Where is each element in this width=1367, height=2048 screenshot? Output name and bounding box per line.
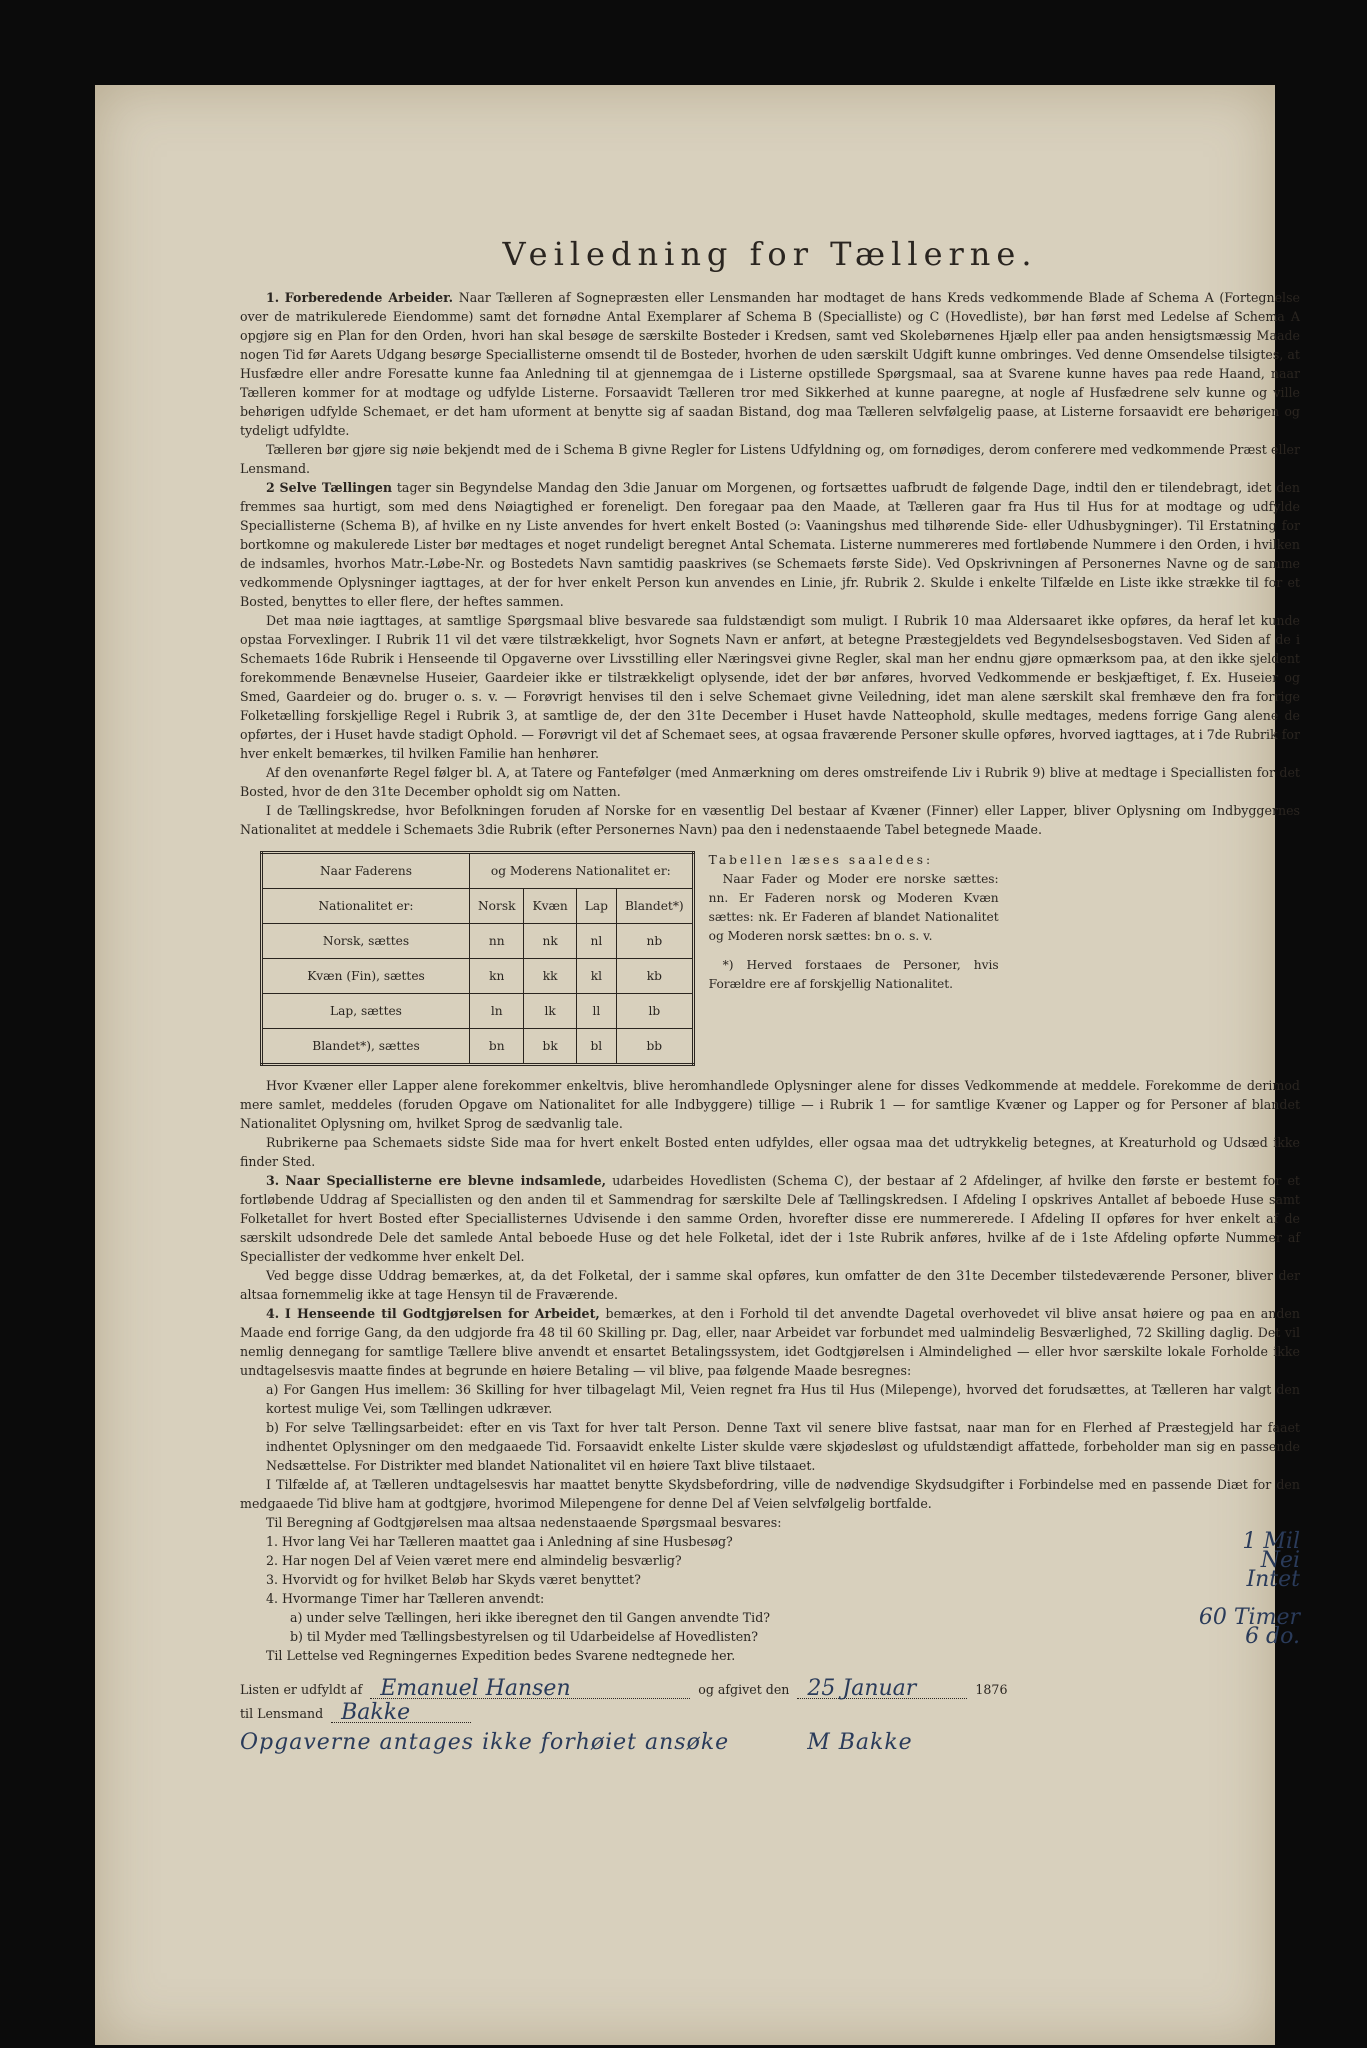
handwritten-note	[240, 1730, 1300, 1755]
section-3-heading: Naar Speciallisterne ere blevne indsamlede,	[285, 1173, 606, 1188]
question-row	[266, 1548, 1300, 1573]
section-1-text-2: Tælleren bør gjøre sig nøie bekjendt med de i Schema B givne Regler for Listens Udfyldning og, om fornødiges, derom conferere med vedkommende Præst eller Lensmand.	[240, 442, 1300, 476]
section-2-text-2: Det maa nøie iagttages, at samtlige Spørgsmaal blive besvarede saa fuldstændigt som muligt. I Rubrik 10 maa Aldersaaret ikke opføres, da heraf let kunde opstaa Forvexlinger. I Rubrik 11 vil det være tilstrækkeligt, hvor Sognets Navn er anført, at betegne Præstegjeldets ved Begyndelsesbogstaven. Ved Siden af de i Schemaets 16de Rubrik i Henseende til Opgaverne over Livsstilling eller Næringsvei givne Regler, skal man her endnu gjøre opmærksom paa, at den ikke sjeldent forekommende Benævnelse Huseier, Gaardeier ikke er tilstrækkeligt oplysende, idet der bør anføres, hvorved Vedkommende er beskjæftiget, f. Ex. Huseier og Smed, Gaardeier og do. bruger o. s. v. — Forøvrigt henvises til den i selve Schemaet givne Veiledning, idet man alene særskilt skal fremhæve den fra forrige Folketælling forskjellige Regel i Rubrik 3, at samtlige de, der den 31te December i Huset havde Natteophold, skulle medtages, medens forrige Gang alene de opførtes, der i Huset havde stadigt Ophold. — Forøvrigt vil det af Schemaet sees, at ogsaa fraværende Personer skulle opføres, hvorved iagttages, at i 7de Rubrik for hver enkelt bemærkes, til hvilken Familie han henhører.	[240, 613, 1300, 761]
question-text: 1. Hvor lang Vei har Tælleren maattet gaa i Anledning af sine Husbesøg?	[266, 1534, 733, 1549]
section-3-para-1	[240, 1171, 1300, 1266]
question-row	[266, 1624, 1300, 1649]
section-3-text-2: Ved begge disse Uddrag bemærkes, at, da det Folketal, der i samme skal opføres, kun omfatter de den 31te December tilstedeværende Personer, bliver der altsaa fornemmelig ikke at tage Hensyn til de Fraværende.	[240, 1268, 1300, 1302]
table-footnote: *) Herved forstaaes de Personer, hvis Forældre ere af forskjellig Nationalitet.	[708, 958, 999, 991]
table-row	[262, 924, 694, 959]
table-explanation	[709, 851, 999, 1066]
section-2-heading: Selve Tællingen	[279, 480, 393, 495]
table-cell: lb	[616, 994, 693, 1029]
col-header: Blandet*)	[616, 889, 693, 924]
section-1-heading: Forberedende Arbeider.	[284, 290, 454, 305]
answer-handwritten: 6 do.	[1245, 1624, 1300, 1649]
section-4-text-3: Til Beregning af Godtgjørelsen maa altsaa nedenstaaende Spørgsmaal besvares:	[266, 1515, 782, 1530]
section-3-text-1: udarbeides Hovedlisten (Schema C), der bestaar af 2 Afdelinger, af hvilke den første er bestemt for et fortløbende Uddrag af Speciallisten og den anden til et Sammendrag for særskilte Dele af Tællingskredsen. I Afdeling I opskrives Antallet af beboede Huse samt Folketallet for hvert Bosted efter Speciallisternes Udvisende i den samme Orden, hvorefter disse ere nummererede. I Afdeling II opføres for hver enkelt af de særskilt udsondrede Dele det samlede Antal beboede Huse og det hele Folketal, idet der i 1ste Rubrik anføres, hvilke af de i 1ste Afdeling opførte Nummer af Speciallister der vedkomme hver enkelt Del.	[240, 1173, 1300, 1264]
section-3-number: 3.	[266, 1173, 280, 1188]
nationality-table	[260, 851, 695, 1066]
table-row	[262, 994, 694, 1029]
table-cell: nl	[576, 924, 616, 959]
document-sheet	[95, 85, 1300, 2045]
table-cell: nn	[470, 924, 524, 959]
section-4-para-1	[240, 1304, 1300, 1380]
section-4-heading: I Henseende til Godtgjørelsen for Arbeidet,	[284, 1306, 600, 1321]
table-header-father-2: Nationalitet er:	[262, 889, 470, 924]
col-header: Norsk	[470, 889, 524, 924]
table-cell: bb	[616, 1029, 693, 1065]
table-cell: bn	[470, 1029, 524, 1065]
table-explanation-heading: Tabellen læses saaledes:	[708, 853, 934, 867]
col-header: Lap	[576, 889, 616, 924]
handwritten-note-text: Opgaverne antages ikke forhøiet ansøke	[240, 1730, 730, 1755]
filled-by-handwritten: Emanuel Hansen	[370, 1679, 690, 1699]
answer-handwritten: 60 Timer	[1198, 1605, 1300, 1630]
table-cell: kb	[616, 959, 693, 994]
table-cell: nk	[524, 924, 576, 959]
question-row	[266, 1605, 1300, 1630]
table-cell: kk	[524, 959, 576, 994]
section-2-number: 2	[266, 480, 275, 495]
table-cell: ln	[470, 994, 524, 1029]
table-header-row-1	[262, 853, 694, 889]
section-2-text-3: Af den ovenanførte Regel følger bl. A, at Tatere og Fantefølger (med Anmærkning om deres omstreifende Liv i Rubrik 9) blive at medtage i Speciallisten for det Bosted, hvor de den 31te December opholdt sig om Natten.	[240, 765, 1300, 799]
row-label: Lap, sættes	[262, 994, 470, 1029]
section-4-item-b: b) For selve Tællingsarbeidet: efter en vis Taxt for hver talt Person. Denne Taxt vil senere blive fastsat, naar man for en Flerhed af Præstegjeld har faaet indhentet Oplysninger om den medgaaede Tid. Forsaavidt enkelte Lister skulde være skjødesløst og ufuldstændigt affattede, forbeholder man sig en passende Nedsættelse. For Distrikter med blandet Nationalitet vil en høiere Taxt blive tilstaaet.	[266, 1420, 1300, 1473]
question-text: 4. Hvormange Timer har Tælleren anvendt:	[266, 1591, 545, 1606]
table-row	[262, 1029, 694, 1065]
handwritten-initials: M Bakke	[807, 1730, 913, 1755]
delivered-label: og afgivet den	[698, 1682, 790, 1697]
section-4-number: 4.	[266, 1306, 280, 1321]
answer-handwritten: Intet	[1246, 1567, 1300, 1592]
lensmand-line	[240, 1700, 1300, 1725]
questions-list	[240, 1529, 1300, 1665]
page-title: Veiledning for Tællerne.	[502, 235, 1038, 273]
section-4-text-1: bemærkes, at den i Forhold til det anvendte Dagetal overhovedet vil blive ansat høiere og paa en anden Maade end forrige Gang, da den udgjorde fra 48 til 60 Skilling pr. Dag, eller, naar Arbeidet var forbundet med ualmindelig Besværlighed, 72 Skilling daglig. Det vil nemlig dennegang for samtlige Tællere blive anvendt et ensartet Betalingssystem, idet Godtgjørelsen i Almindelighed — eller hvor særskilte lokale Forholde ikke undtagelsesvis maatte findes at begrunde en høiere Betaling — vil blive, paa følgende Maade besregnes:	[240, 1306, 1300, 1378]
table-cell: lk	[524, 994, 576, 1029]
section-1-number: 1.	[266, 290, 280, 305]
section-1-para-1	[240, 288, 1300, 440]
table-cell: kn	[470, 959, 524, 994]
question-text: 3. Hvorvidt og for hvilket Beløb har Skyds været benyttet?	[266, 1572, 641, 1587]
lensmand-handwritten: Bakke	[331, 1703, 471, 1723]
section-2b-text-1: Hvor Kvæner eller Lapper alene forekommer enkeltvis, blive heromhandlede Oplysninger alene for disses Vedkommende at meddele. Forekomme de derimod mere samlet, meddeles (foruden Opgave om Nationalitet for alle Indbyggere) tillige — i Rubrik 1 — for samtlige Kvæner og Lapper og for Personer af blandet Nationalitet Oplysning om, hvilket Sprog de sædvanlig tale.	[240, 1078, 1300, 1131]
table-header-mother: og Moderens Nationalitet er:	[470, 853, 694, 889]
col-header: Kvæn	[524, 889, 576, 924]
table-header-father-1: Naar Faderens	[262, 853, 470, 889]
section-2-para-1	[240, 478, 1300, 611]
table-cell: bk	[524, 1029, 576, 1065]
document-page	[240, 235, 1300, 1755]
answer-handwritten: 1 Mil	[1242, 1529, 1300, 1554]
table-cell: bl	[576, 1029, 616, 1065]
signature-line	[240, 1676, 1300, 1701]
section-4-item-a: a) For Gangen Hus imellem: 36 Skilling for hver tilbagelagt Mil, Veien regnet fra Hus til Hus (Milepenge), hvorved det forudsættes, at Tælleren har valgt den kortest mulige Vei, som Tællingen udkræver.	[266, 1382, 1300, 1416]
filled-by-label: Listen er udfyldt af	[240, 1682, 363, 1697]
date-handwritten: 25 Januar	[797, 1679, 967, 1699]
section-2-text-4: I de Tællingskredse, hvor Befolkningen foruden af Norske for en væsentlig Del bestaar af Kvæner (Finner) eller Lapper, bliver Oplysning om Indbyggernes Nationalitet at meddele i Schemaets 3die Rubrik (efter Personernes Navn) paa den i nedenstaaende Tabel betegnede Maade.	[240, 803, 1300, 837]
question-text: 2. Har nogen Del af Veien været mere end almindelig besværlig?	[266, 1553, 682, 1568]
table-cell: kl	[576, 959, 616, 994]
table-cell: ll	[576, 994, 616, 1029]
section-4-text-2: I Tilfælde af, at Tælleren undtagelsesvis har maattet benytte Skydsbefordring, ville de nødvendige Skydsudgifter i Forbindelse med en passende Diæt for den medgaaede Tid blive ham at godtgjøre, hvorimod Milepengene for denne Del af Veien selvfølgelig bortfalde.	[240, 1477, 1300, 1511]
table-cell: nb	[616, 924, 693, 959]
question-row	[266, 1589, 1300, 1608]
question-row	[266, 1567, 1300, 1592]
row-label: Blandet*), sættes	[262, 1029, 470, 1065]
nationality-block	[260, 851, 1300, 1066]
row-label: Norsk, sættes	[262, 924, 470, 959]
table-row	[262, 959, 694, 994]
row-label: Kvæn (Fin), sættes	[262, 959, 470, 994]
section-2b-text-2: Rubrikerne paa Schemaets sidste Side maa for hvert enkelt Bosted enten udfyldes, eller ogsaa maa det udtrykkelig betegnes, at Kreaturhold og Udsæd ikke finder Sted.	[240, 1135, 1300, 1169]
question-text: a) under selve Tællingen, heri ikke iberegnet den til Gangen anvendte Tid?	[290, 1610, 771, 1625]
question-text: b) til Myder med Tællingsbestyrelsen og til Udarbeidelse af Hovedlisten?	[290, 1629, 759, 1644]
instruction-text: Til Lettelse ved Regningernes Expedition bedes Svarene nedtegnede her.	[266, 1648, 736, 1663]
table-explanation-text: Naar Fader og Moder ere norske sættes: nn. Er Faderen norsk og Moderen Kvæn sættes: nk. Er Faderen af blandet Nationalitet og Moderen norsk sættes: bn o. s. v.	[708, 872, 999, 943]
section-2-text-1: tager sin Begyndelse Mandag den 3die Januar om Morgenen, og fortsættes uafbrudt de følgende Dage, indtil den er tilendebragt, idet den fremmes saa hurtigt, som med dens Nøiagtighed er foreneligt. Den foregaar paa den Maade, at Tælleren gaar fra Hus til Hus for at modtage og udfylde Speciallisterne (Schema B), af hvilke en ny Liste anvendes for hvert enkelt Bosted (ɔ: Vaaningshus med tilhørende Side- eller Udhusbygninger). Til Erstatning for bortkomne og makulerede Lister bør medtages et noget rundeligt beregnet Antal Schemata. Listerne nummereres med fortløbende Nummere i den Orden, i hvilken de indsamles, hvorhos Matr.-Løbe-Nr. og Bostedets Navn samtidig paaskrives (se Schemaets første Side). Ved Opskrivningen af Personernes Navne og de samme vedkommende Oplysninger iagttages, at der for hver enkelt Person kun anvendes en Linie, jfr. Rubrik 2. Skulde i enkelte Tilfælde en Liste ikke strække til for et Bosted, benyttes to eller flere, der heftes sammen.	[240, 480, 1300, 609]
lensmand-label: til Lensmand	[240, 1706, 324, 1721]
answer-handwritten: Nei	[1260, 1548, 1300, 1573]
year-label: 1876	[975, 1682, 1008, 1697]
question-row	[266, 1529, 1300, 1554]
section-1-text-1: Naar Tælleren af Sognepræsten eller Lensmanden har modtaget de hans Kreds vedkommende Blade af Schema A (Fortegnelse over de matrikulerede Eiendomme) samt det fornødne Antal Exemplarer af Schema B (Specialliste) og C (Hovedliste), bør han først med Ledelse af Schema A opgjøre sig en Plan for den Orden, hvori han skal besøge de særskilte Bosteder i Kredsen, samt ved Skolebørnenes Hjælp eller paa anden hensigtsmæssig Maade nogen Tid før Aarets Udgang besørge Speciallisterne omsendt til de Bosteder, hvorhen de uden særskilt Udgift kunne ombringes. Ved denne Omsendelse tilsigtes, at Husfædre eller andre Foresatte kunne faa Anledning til at gjennemgaa de i Listerne opstillede Spørgsmaal, saa at Svarene kunne haves paa rede Haand, naar Tælleren kommer for at modtage og udfylde Listerne. Forsaavidt Tælleren tror med Sikkerhed at kunne paaregne, at nogle af Husfædrene selv kunne og ville behørigen udfylde Schemaet, er det ham uforment at benytte sig af saadan Bistand, dog maa Tælleren selvfølgelig paase, at Listerne forsaavidt ere behørigen og tydeligt udfyldte.	[240, 290, 1300, 438]
table-header-row-2	[262, 889, 694, 924]
